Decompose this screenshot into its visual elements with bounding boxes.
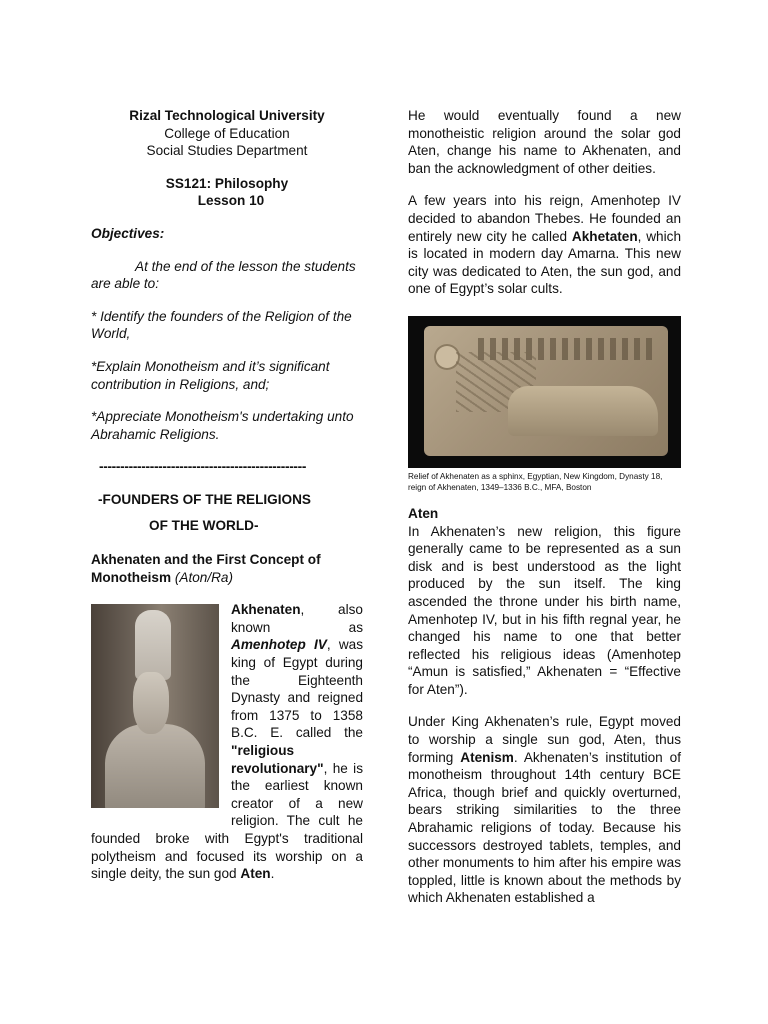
objective-item-2: *Explain Monotheism and it’s significant contribution in Religions, and; [91,358,330,392]
aten-heading: Aten [408,505,439,521]
section-title-line2: OF THE WORLD- [149,517,259,533]
objectives-heading: Objectives: [91,225,165,241]
akhenaten-block [91,601,363,883]
section-title-line1: -FOUNDERS OF THE RELIGIONS [98,491,311,507]
college-name: College of Education [164,125,290,141]
paragraph-atenism: Under King Akhenaten’s rule, Egypt moved to worship a single sun god, Aten, thus forming Atenism. Akhenaten’s institution of monotheism throughout 14th century BCE Africa, though brief and quickly overturned, bears striking similarities to the three Abrahamic religions of today. Because his successors destroyed tablets, temples, and other monuments to him after his empire was toppled, little is known about the methods by which Akhenaten established a [408,714,681,906]
akhenaten-paragraph: Akhenaten, also known as Amenhotep IV, was king of Egypt during the Eighteenth Dynasty and reigned from 1375 to 1358 B.C. E. called the "religious revolutionary", he is the earliest known creator of a new religion. The cult he founded broke with Egypt's traditional polytheism and focused its worship on a single deity, the sun god Aten. [91,602,363,882]
course-title: SS121: Philosophy [165,175,289,191]
right-column [408,107,681,907]
akhenaten-statue-image [91,604,219,808]
paragraph-thebes: A few years into his reign, Amenhotep IV decided to abandon Thebes. He founded an entirely new city he called Akhetaten, which is located in modern day Amarna. This new city was dedicated to Aten, the sun god, and one of Egypt’s solar cults. [408,193,681,297]
objective-item-1: * Identify the founders of the Religion of the World, [91,308,352,342]
left-column [91,107,363,883]
department-name: Social Studies Department [146,143,308,159]
section-divider: ------------------------------------------------- [99,459,307,475]
objective-item-3: *Appreciate Monotheism's undertaking unto Abrahamic Religions. [91,409,354,442]
objectives-intro: At the end of the lesson the students are able to: [91,258,356,292]
lesson-number: Lesson 10 [197,193,265,209]
akhenaten-heading: Akhenaten and the First Concept of Monotheism (Aton/Ra) [91,552,321,585]
university-name: Rizal Technological University [129,108,325,123]
image-caption: Relief of Akhenaten as a sphinx, Egyptian, New Kingdom, Dynasty 18, reign of Akhenaten, 1349–1336 B.C., MFA, Boston [408,471,663,492]
paragraph-eventually: He would eventually found a new monotheistic religion around the solar god Aten, change his name to Akhenaten, and ban the acknowledgment of other deities. [408,108,681,176]
paragraph-aten: In Akhenaten’s new religion, this figure generally came to be represented as a sun disk and is best understood as the light produced by the sun itself. The king ascended the throne under his birth name, Amenhotep IV, but in his fifth regnal year, he changed his name to one that better reflected his religious ideas (Amenhotep “Amun is satisfied,” Akhenaten = “Effective for Aten”). [408,523,681,697]
sphinx-relief-image [408,316,681,468]
